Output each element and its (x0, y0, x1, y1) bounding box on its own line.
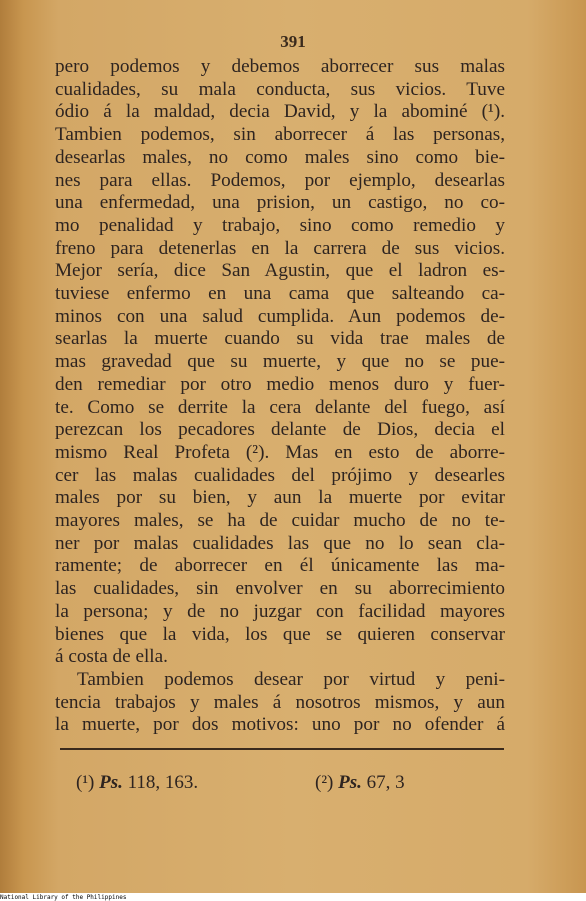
text-line: den remediar por otro medio menos duro y fuer- (55, 373, 505, 395)
footnote-1 (76, 772, 198, 794)
text-line: cualidades, su mala conducta, sus vicios. Tuve (55, 78, 505, 100)
body-text (55, 56, 505, 737)
text-line: las cualidades, sin envolver en su aborrecimiento (55, 578, 505, 600)
footnote-ref: 67, 3 (366, 772, 405, 793)
text-line: á costa de ella. (55, 646, 168, 668)
footnote-source: Ps. (99, 772, 123, 793)
text-line: cer las malas cualidades del prójimo y desearles (55, 464, 505, 486)
text-line: mas gravedad que su muerte, y que no se pue- (55, 351, 505, 373)
text-line: la persona; y de no juzgar con facilidad mayores (55, 600, 505, 622)
text-line: Mejor sería, dice San Agustin, que el ladron es- (55, 260, 505, 282)
page-number: 391 (280, 32, 306, 51)
text-line: pero podemos y debemos aborrecer sus malas (55, 56, 505, 77)
scan-credit: National Library of the Philippines (0, 894, 127, 901)
footnote-mark: (²) (315, 772, 334, 793)
text-line: mayores males, se ha de cuidar mucho de no te- (55, 510, 505, 532)
text-line: Tambien podemos, sin aborrecer á las personas, (55, 124, 505, 146)
text-line: bienes que la vida, los que se quieren conservar (55, 623, 505, 645)
text-line: minos con una salud cumplida. Aun podemos de- (55, 305, 505, 327)
text-line: ódio á la maldad, decia David, y la abominé (¹). (55, 101, 505, 123)
footnote-source: Ps. (338, 772, 362, 793)
text-line: nes para ellas. Podemos, por ejemplo, desearlas (55, 169, 505, 191)
text-line: freno para detenerlas en la carrera de sus vicios. (55, 237, 505, 259)
text-line: searlas la muerte cuando su vida trae males de (55, 328, 505, 350)
text-line: tuviese enfermo en una cama que salteando ca- (55, 283, 505, 305)
footnote-mark: (¹) (76, 772, 95, 793)
text-line: ner por malas cualidades las que no lo sean cla- (55, 532, 505, 554)
text-line: mismo Real Profeta (²). Mas en esto de aborre- (55, 441, 505, 463)
footnote-ref: 118, 163. (127, 772, 199, 793)
text-line: desearlas males, no como males sino como bie- (55, 146, 505, 168)
footnote-divider (60, 748, 504, 750)
text-line: Tambien podemos desear por virtud y peni- (77, 668, 505, 690)
text-line: te. Como se derrite la cera delante del fuego, así (55, 396, 505, 418)
text-line: una enfermedad, una prision, un castigo, no co- (55, 192, 505, 214)
text-line: perezcan los pecadores delante de Dios, decia el (55, 419, 505, 441)
text-line: males por su bien, y aun la muerte por evitar (55, 487, 505, 509)
footnote-2 (315, 772, 405, 794)
text-line: ramente; de aborrecer en él únicamente las ma- (55, 555, 505, 577)
text-line: la muerte, por dos motivos: uno por no ofender á (55, 714, 505, 736)
text-line: tencia trabajos y males á nosotros mismos, y aun (55, 691, 505, 713)
text-line: mo penalidad y trabajo, sino como remedio y (55, 214, 505, 236)
